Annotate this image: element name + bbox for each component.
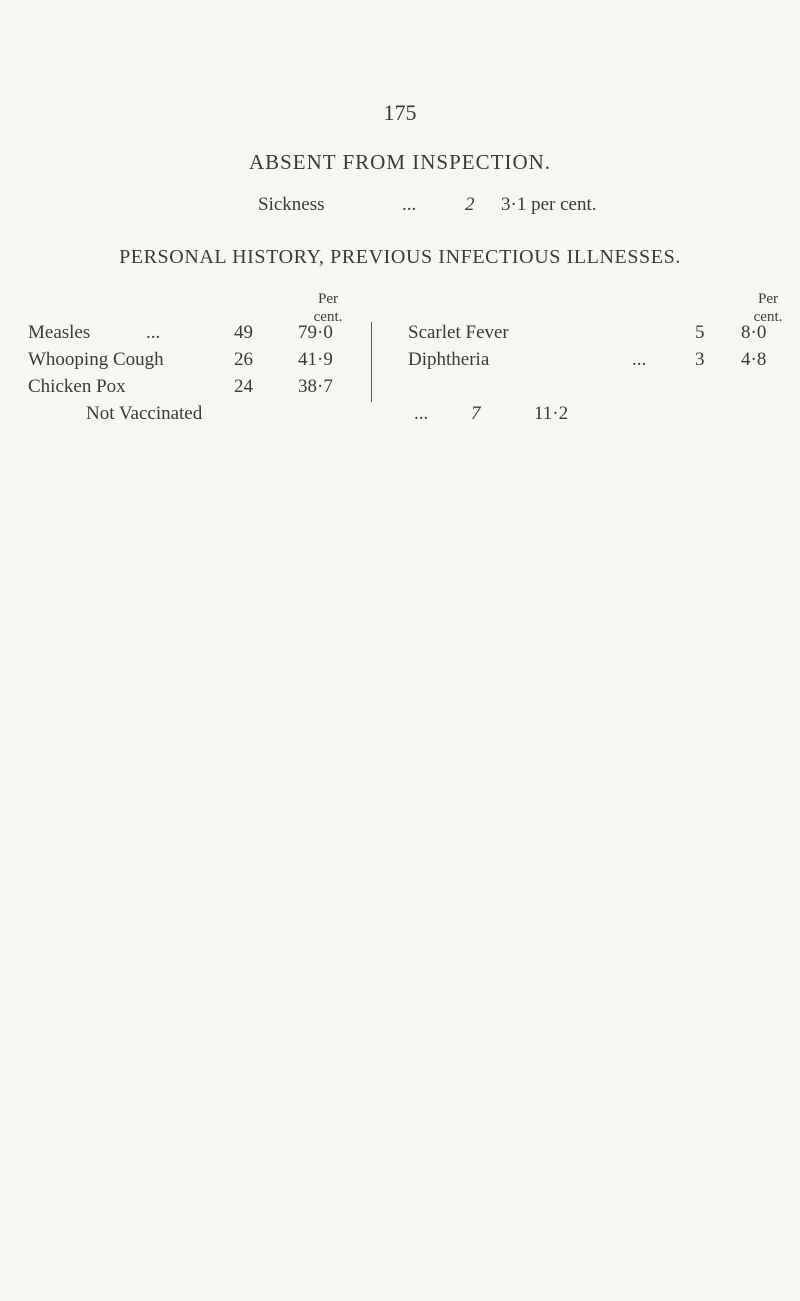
illness-percent: 4·8 [741,349,767,370]
illness-count: 3 [695,349,705,370]
illness-name: Diphtheria [408,349,490,370]
illness-percent: 41·9 [298,349,333,370]
absent-heading: ABSENT FROM INSPECTION. [248,150,552,174]
history-heading: PERSONAL HISTORY, PREVIOUS INFECTIOUS ILLNESSES. [119,246,681,268]
illness-name: Whooping Cough [28,349,164,370]
illness-dots: ... [146,322,161,343]
not-vaccinated-label: Not Vaccinated [86,403,203,424]
not-vaccinated-count: 7 [471,403,481,424]
illness-name: Chicken Pox [28,376,126,397]
not-vaccinated-percent: 11·2 [534,403,569,424]
sickness-count: 2 [465,194,475,215]
per-cent-header-left-line1: Per [318,291,338,307]
per-cent-header-right [738,290,798,326]
page-number: 175 [383,100,417,125]
illness-count: 49 [234,322,253,343]
column-divider [371,322,372,402]
sickness-label: Sickness [258,194,325,215]
sickness-percent: 3·1 per cent. [501,194,597,215]
illness-count: 24 [234,376,253,397]
illness-count: 5 [695,322,705,343]
illness-dots: ... [632,349,647,370]
per-cent-header-right-line1: Per [758,291,778,307]
per-cent-header-right-line2: cent. [753,309,783,325]
illness-percent: 8·0 [741,322,767,343]
illness-percent: 38·7 [298,376,333,397]
not-vaccinated-dots: ... [414,403,429,424]
illness-percent: 79·0 [298,322,333,343]
illness-count: 26 [234,349,253,370]
illness-name: Measles [28,322,91,343]
per-cent-header-left-line2: cent. [313,309,343,325]
illness-name: Scarlet Fever [408,322,509,343]
per-cent-header-left [298,290,358,326]
sickness-dots: ... [402,194,417,215]
